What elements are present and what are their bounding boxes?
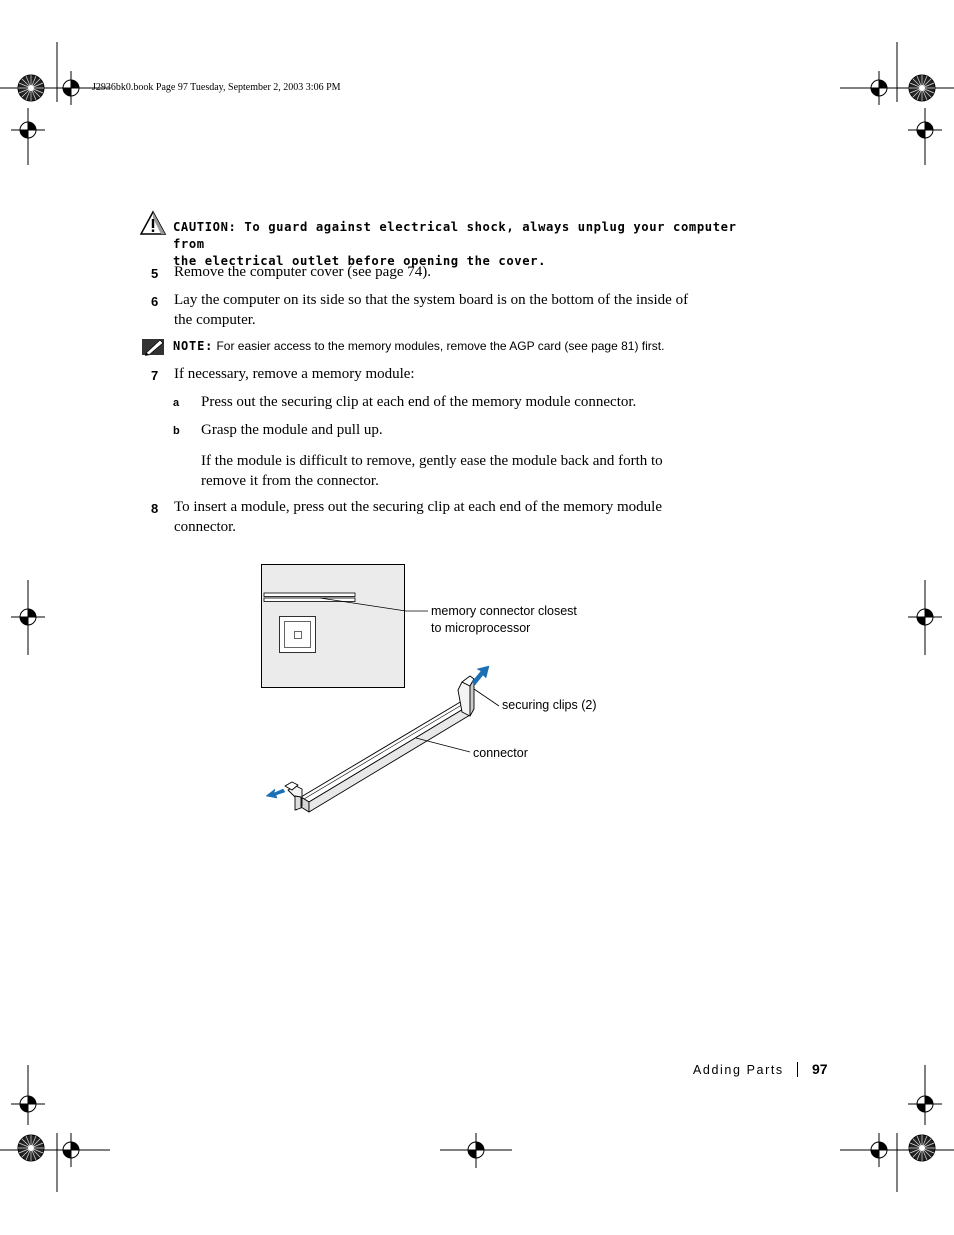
note-message [173,339,664,353]
callout-line: to microprocessor [431,621,531,635]
page-number: 97 [812,1061,828,1077]
footer-section-title: Adding Parts [693,1063,784,1077]
caution-line-1: CAUTION: To guard against electrical shock, always unplug your computer from [173,220,737,251]
print-header: J2936bk0.book Page 97 Tuesday, September 2, 2003 3:06 PM [92,82,341,93]
left-clip-arrow-icon [266,789,285,798]
step-text-line: Lay the computer on its side so that the system board is on the bottom of the inside of [174,292,689,308]
substep-extra-text [201,452,663,491]
footer-divider [797,1062,798,1077]
step-text-line: To insert a module, press out the securing clip at each end of the memory module [174,499,662,515]
memory-connector-body [285,676,474,812]
memory-connector-slot [264,593,355,597]
pencil-note-icon [142,337,166,357]
substep-extra-line: remove it from the connector. [201,472,379,489]
memory-connector-figure [250,555,620,825]
step-text [174,291,688,330]
callout-securing-clips: securing clips (2) [502,698,597,712]
step-text-line: the computer. [174,311,256,328]
step-number: 6 [151,294,159,309]
step-number: 7 [151,368,159,383]
note-label: NOTE: [173,339,214,353]
right-clip-arrow-icon [472,666,489,685]
caution-line-2: the electrical outlet before opening the cover. [173,254,547,268]
callout-connector: connector [473,746,528,760]
step-text: Remove the computer cover (see page 74). [174,264,431,280]
step-text [174,498,662,537]
step-number: 5 [151,266,159,281]
warning-triangle-icon [139,210,167,236]
substep-letter: a [173,397,180,409]
step-text: If necessary, remove a memory module: [174,366,415,382]
callout-memory-connector [431,603,577,637]
step-number: 8 [151,501,159,516]
note-body: For easier access to the memory modules, remove the AGP card (see page 81) first. [216,339,665,353]
step-text-line: connector. [174,518,237,535]
substep-extra-line: If the module is difficult to remove, gently ease the module back and forth to [201,453,663,469]
substep-letter: b [173,425,180,437]
substep-text: Grasp the module and pull up. [201,422,383,438]
substep-text: Press out the securing clip at each end of the memory module connector. [201,394,637,410]
callout-line: memory connector closest [431,604,577,618]
